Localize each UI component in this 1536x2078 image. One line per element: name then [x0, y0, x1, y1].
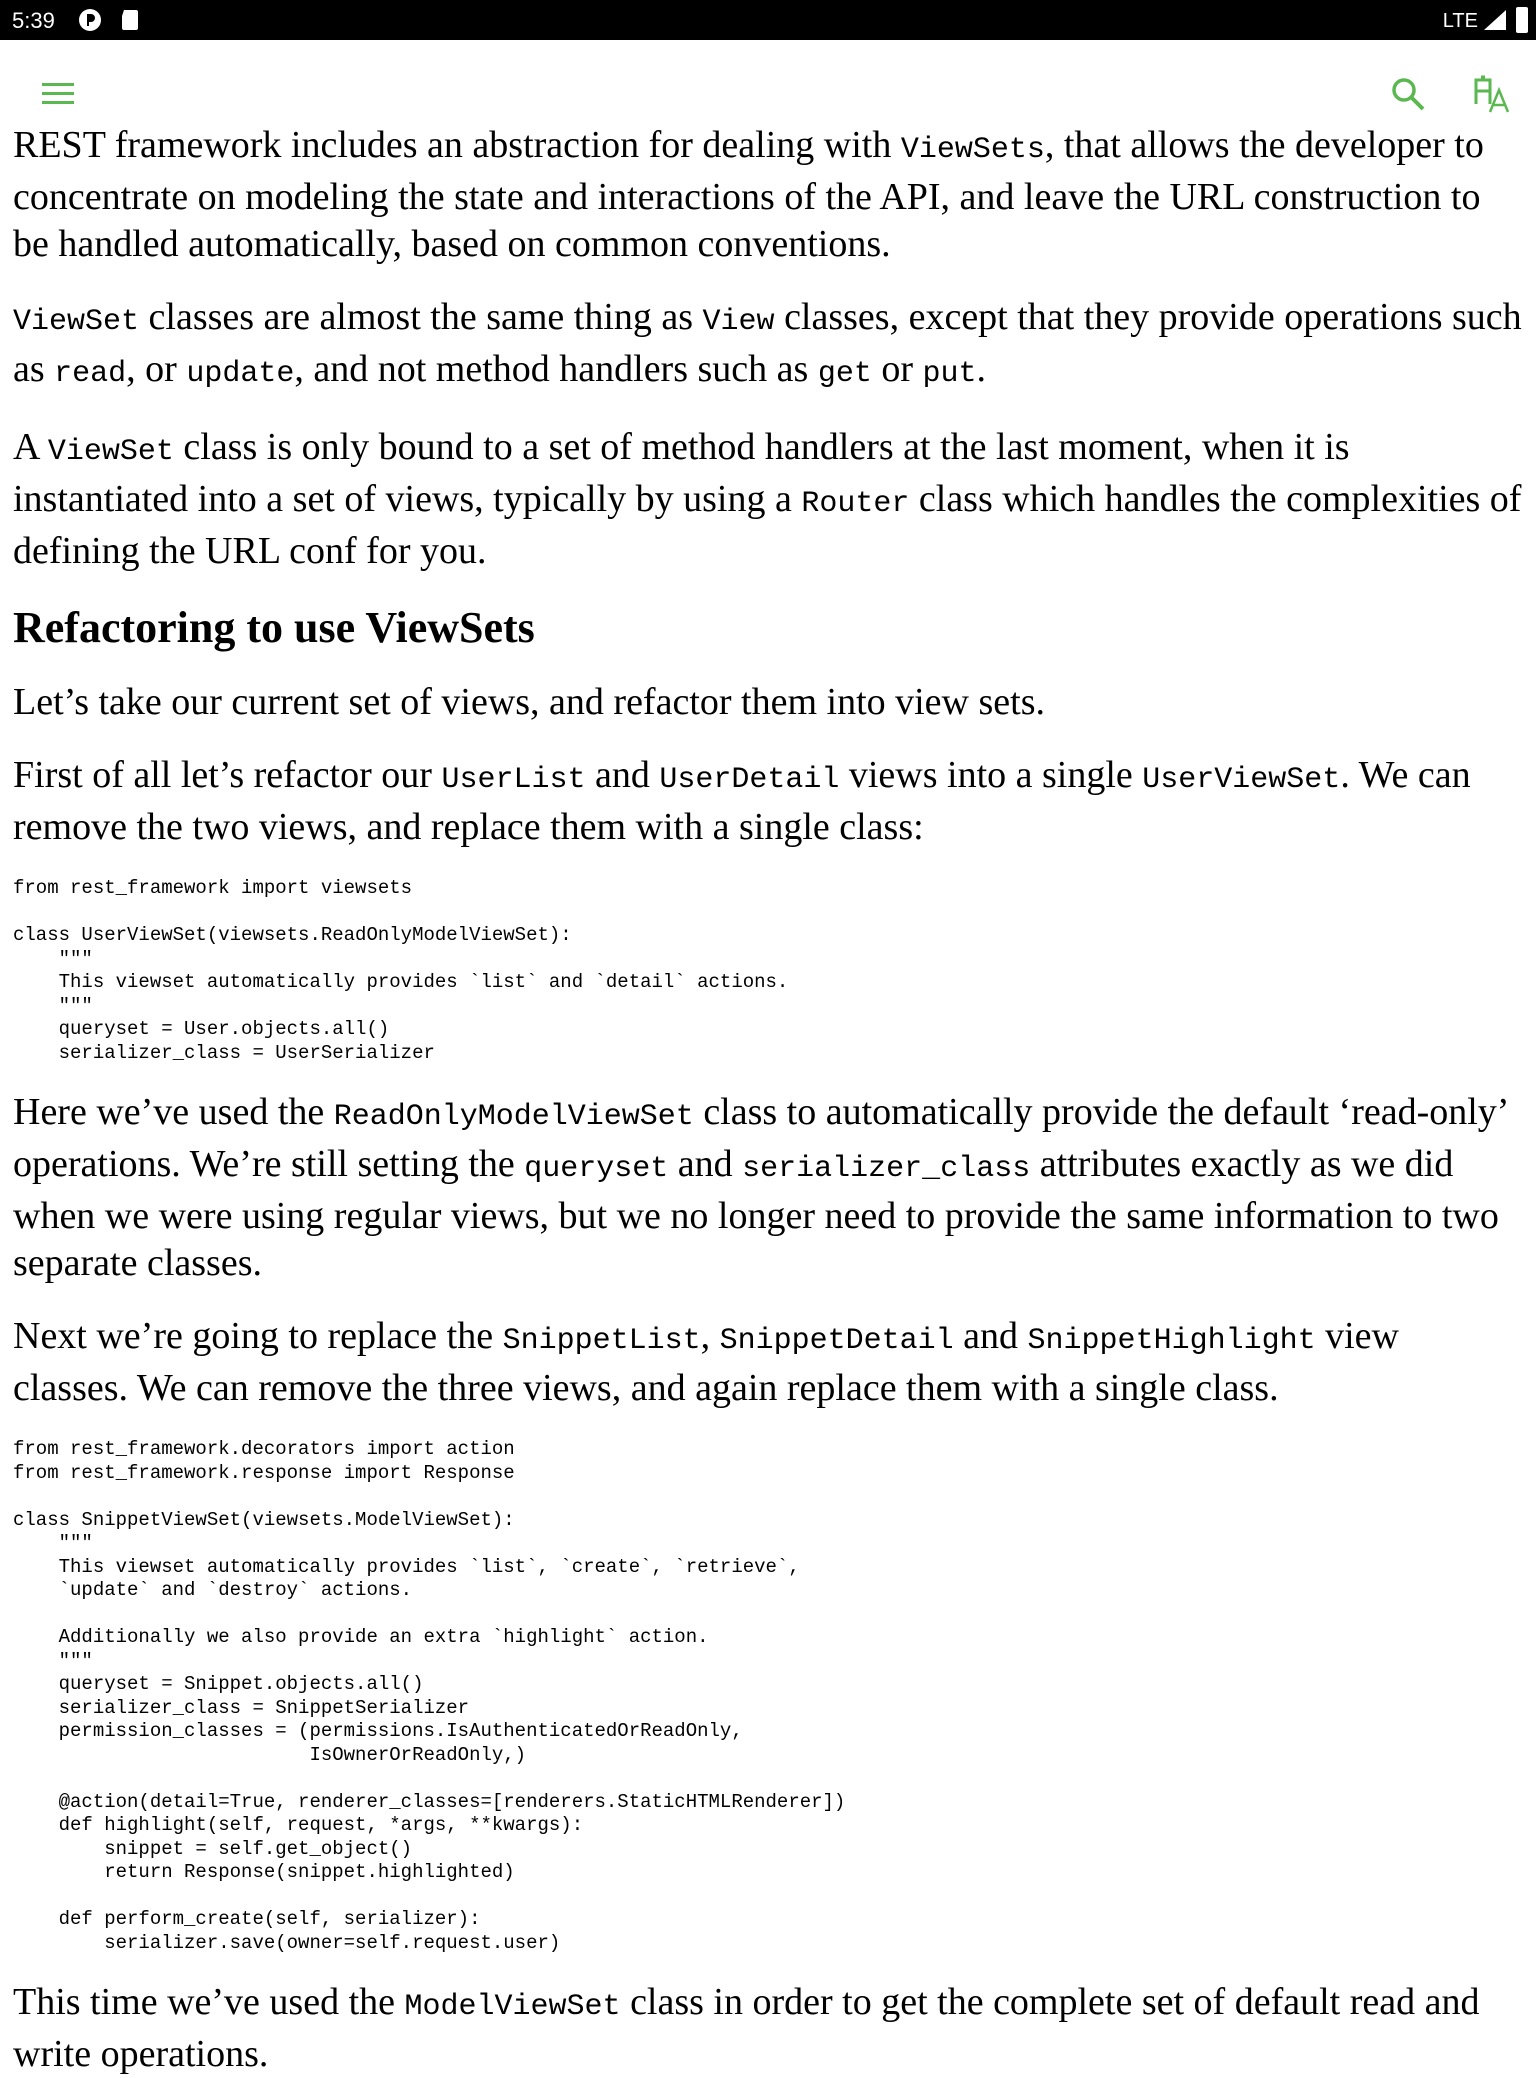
inline-code: serializer_class [742, 1152, 1031, 1186]
inline-code: update [186, 357, 295, 391]
paragraph-viewset-classes: ViewSet classes are almost the same thing as View classes, except that they provide operations such as read, or update, and not method handlers such as get or put. [13, 296, 1522, 391]
section-heading: Refactoring to use ViewSets [13, 603, 535, 652]
inline-code: Router [801, 487, 910, 521]
status-time: 5:39 [12, 8, 55, 33]
inline-code: ReadOnlyModelViewSet [333, 1100, 694, 1134]
inline-code: ViewSets [900, 133, 1045, 167]
font-settings-icon [1472, 74, 1512, 114]
menu-icon [40, 80, 76, 108]
inline-code: ViewSet [13, 305, 140, 339]
search-button[interactable] [1390, 76, 1426, 112]
inline-code: SnippetHighlight [1027, 1324, 1316, 1358]
paragraph-readonly-viewset: Here we’ve used the ReadOnlyModelViewSet class to automatically provide the default ‘read-only’ operations. We’re still setting the queryset and serializer_class attributes exactly as we did when we were using regular views, but we no longer need to provide the same information to two separate classes. [13, 1091, 1507, 1284]
battery-icon [1516, 7, 1528, 33]
inline-code: read [54, 357, 127, 391]
sync-notification-icon [78, 8, 102, 32]
inline-code: SnippetDetail [719, 1324, 954, 1358]
paragraph-replace-snippets: Next we’re going to replace the SnippetList, SnippetDetail and SnippetHighlight view classes. We can remove the three views, and again replace them with a single class. [13, 1315, 1399, 1409]
paragraph-intro: REST framework includes an abstraction for dealing with ViewSets, that allows the developer to concentrate on modeling the state and interactions of the API, and leave the URL construction to be handled automatically, based on common conventions. [13, 124, 1484, 265]
inline-code: get [817, 357, 872, 391]
signal-icon [1484, 10, 1506, 30]
inline-code: ViewSet [47, 435, 174, 469]
code-block-user-viewset: from rest_framework import viewsets class UserViewSet(viewsets.ReadOnlyModelViewSet): """ This viewset automatically provides `list` and `detail` actions. """ queryset = User.objects.all() serializer_class = UserSerializer [13, 877, 789, 1064]
font-settings-button[interactable] [1472, 74, 1512, 114]
inline-code: SnippetList [502, 1324, 701, 1358]
status-bar [0, 0, 1536, 40]
inline-code: UserList [441, 763, 586, 797]
sd-card-icon [118, 8, 142, 32]
search-icon [1390, 76, 1426, 112]
paragraph-take-views: Let’s take our current set of views, and refactor them into view sets. [13, 681, 1045, 723]
inline-code: UserViewSet [1142, 763, 1341, 797]
paragraph-refactor-user: First of all let’s refactor our UserList and UserDetail views into a single UserViewSet. We can remove the two views, and replace them with a single class: [13, 754, 1471, 848]
code-block-snippet-viewset: from rest_framework.decorators import action from rest_framework.response import Response class SnippetViewSet(viewsets.ModelViewSet): """ This viewset automatically provides `list`, `create`, `retrieve`, `update` and `destroy` actions. Additionally we also provide an extra `highlight` action. """ queryset = Snippet.objects.all() serializer_class = SnippetSerializer permission_classes = (permissions.IsAuthenticatedOrReadOnly, IsOwnerOrReadOnly,) @action(detail=True, renderer_classes=[renderers.StaticHTMLRenderer]) def highlight(self, request, *args, **kwargs): snippet = self.get_object() return Response(snippet.highlighted) def perform_create(self, serializer): serializer.save(owner=self.request.user) [13, 1438, 846, 1954]
inline-code: put [922, 357, 977, 391]
menu-button[interactable] [40, 80, 76, 108]
paragraph-model-viewset: This time we’ve used the ModelViewSet class in order to get the complete set of default read and write operations. [13, 1981, 1480, 2075]
inline-code: ModelViewSet [404, 1990, 621, 2024]
article-content [13, 124, 1523, 2075]
inline-code: UserDetail [659, 763, 840, 797]
inline-code: View [702, 305, 775, 339]
paragraph-bound-handlers: A ViewSet class is only bound to a set of method handlers at the last moment, when it is instantiated into a set of views, typically by using a Router class which handles the complexities of defining the URL conf for you. [13, 426, 1522, 572]
network-type: LTE [1442, 10, 1478, 32]
inline-code: queryset [524, 1152, 669, 1186]
